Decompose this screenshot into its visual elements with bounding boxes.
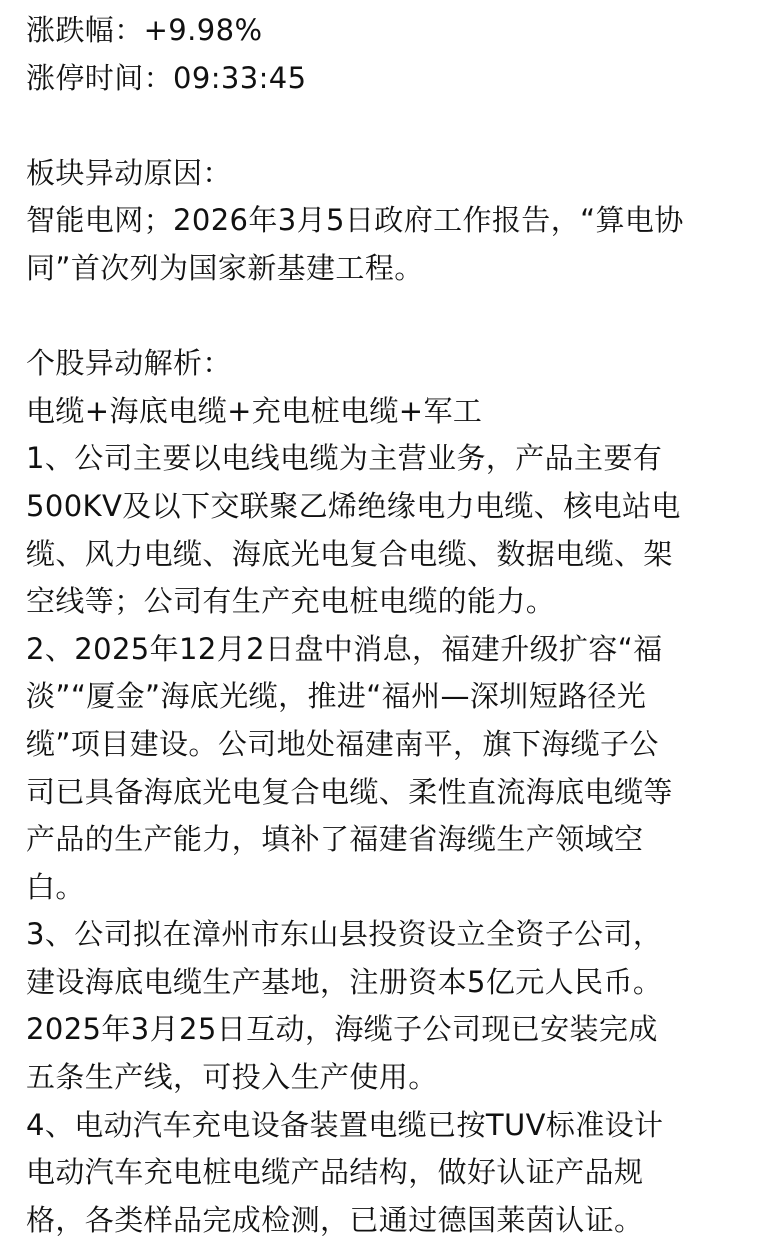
analysis-line: 产品的生产能力，填补了福建省海缆生产领域空 — [26, 822, 644, 857]
analysis-line: 空线等；公司有生产充电桩电缆的能力。 — [26, 584, 556, 619]
limit-up-time-line: 涨停时间：09:33:45 — [26, 60, 307, 95]
sector-reason-heading: 板块异动原因： — [26, 155, 232, 190]
analysis-line: 五条生产线，可投入生产使用。 — [26, 1060, 438, 1095]
analysis-point-4 — [26, 1102, 746, 1245]
stock-analysis-heading: 个股异动解析： — [26, 346, 232, 381]
analysis-line: 缆、风力电缆、海底光电复合电缆、数据电缆、架 — [26, 536, 673, 571]
change-pct-line: 涨跌幅：+9.98% — [26, 13, 263, 47]
analysis-line: 2025年3月25日互动，海缆子公司现已安装完成 — [26, 1012, 658, 1047]
analysis-line: 淡”“厦金”海底光缆，推进“福州—深圳短路径光 — [26, 679, 647, 714]
sector-reason-line: 智能电网；2026年3月5日政府工作报告，“算电协 — [26, 203, 684, 238]
analysis-point-1 — [26, 435, 746, 625]
stock-tags-line: 电缆+海底电缆+充电桩电缆+军工 — [26, 393, 483, 428]
analysis-line: 格，各类样品完成检测，已通过德国莱茵认证。 — [26, 1202, 644, 1237]
article-body — [26, 7, 746, 1244]
analysis-line: 电动汽车充电桩电缆产品结构，做好认证产品规 — [26, 1155, 644, 1190]
sector-reason-line: 同”首次列为国家新基建工程。 — [26, 250, 424, 285]
analysis-line: 2、2025年12月2日盘中消息，福建升级扩容“福 — [26, 631, 663, 666]
analysis-line: 500KV及以下交联聚乙烯绝缘电力电缆、核电站电 — [26, 488, 681, 523]
analysis-line: 司已具备海底光电复合电缆、柔性直流海底电缆等 — [26, 774, 673, 809]
analysis-line: 1、公司主要以电线电缆为主营业务，产品主要有 — [26, 441, 663, 476]
blank-line — [26, 102, 746, 150]
analysis-line: 建设海底电缆生产基地，注册资本5亿元人民币。 — [26, 964, 663, 999]
analysis-line: 4、电动汽车充电设备装置电缆已按TUV标准设计 — [26, 1107, 664, 1142]
blank-line — [26, 293, 746, 341]
analysis-point-2 — [26, 626, 746, 912]
analysis-line: 缆”项目建设。公司地处福建南平，旗下海缆子公 — [26, 726, 659, 761]
analysis-line: 白。 — [26, 869, 85, 904]
analysis-line: 3、公司拟在漳州市东山县投资设立全资子公司， — [26, 917, 663, 952]
analysis-point-3 — [26, 911, 746, 1101]
